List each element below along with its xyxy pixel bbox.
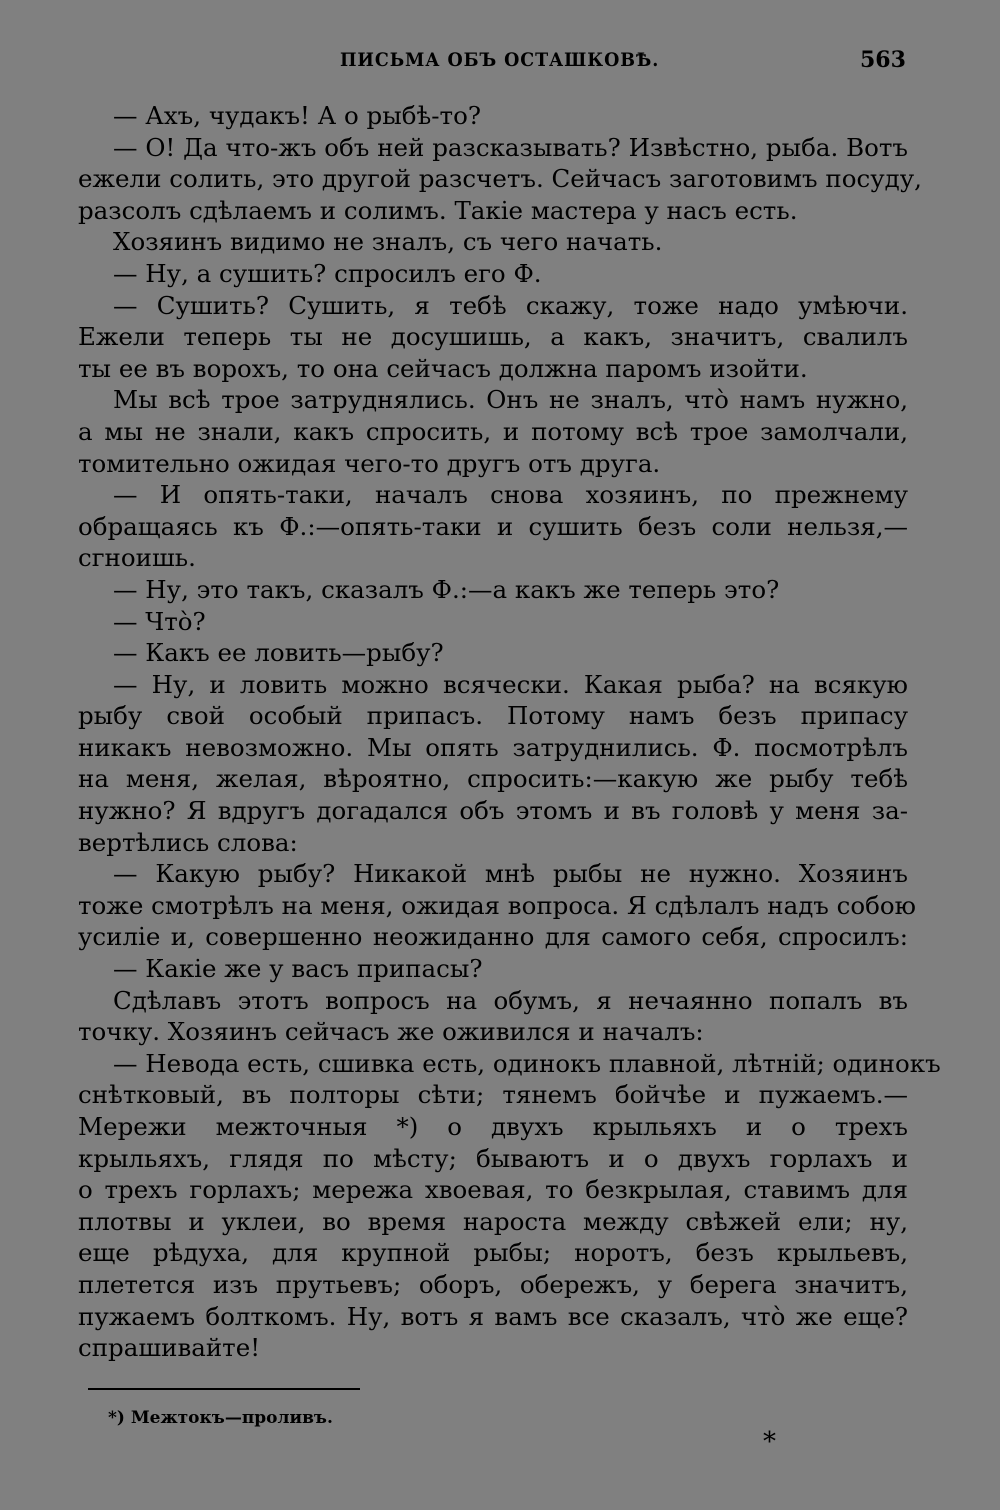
running-header [0, 47, 1000, 77]
text-line: — И опять-таки, началъ снова хозяинъ, по прежнему [113, 480, 908, 510]
page-number: 563 [860, 47, 906, 73]
text-line: усиліе и, совершенно неожиданно для самого себя, спросилъ: [78, 922, 908, 952]
text-line: никакъ невозможно. Мы опять затруднились. Ф. посмотрѣлъ [78, 732, 908, 762]
text-line: — Какую рыбу? Никакой мнѣ рыбы не нужно. Хозяинъ [113, 859, 908, 889]
text-line: — Сушить? Сушить, я тебѣ скажу, тоже надо умѣючи. [113, 290, 908, 320]
text-line: снѣтковый, въ полторы сѣти; тянемъ бойчѣе и пужаемъ.— [78, 1080, 908, 1110]
text-line: плотвы и уклеи, во время нароста между свѣжей ели; ну, [78, 1206, 908, 1236]
text-line: — Ну, это такъ, сказалъ Ф.:—а какъ же теперь это? [113, 574, 780, 604]
text-line: ежели солить, это другой разсчетъ. Сейчасъ заготовимъ посуду, [78, 164, 922, 194]
footnote: *) Межтокъ—проливъ. [108, 1408, 333, 1428]
text-line: — Какіе же у васъ припасы? [113, 954, 483, 984]
text-line: Сдѣлавъ этотъ вопросъ на обумъ, я нечаянно попалъ въ [113, 985, 908, 1015]
body-text [78, 100, 941, 1364]
text-line: — О! Да что-жъ объ ней разсказывать? Извѣстно, рыба. Вотъ [113, 132, 908, 162]
text-line: спрашивайте! [78, 1333, 261, 1363]
text-line: сгноишь. [78, 543, 196, 573]
text-line: Ежели теперь ты не досушишь, а какъ, значитъ, свалилъ [78, 322, 908, 352]
text-line: Хозяинъ видимо не зналъ, съ чего начать. [113, 227, 663, 257]
text-line: — Ахъ, чудакъ! А о рыбѣ-то? [113, 101, 481, 130]
text-line: ты ее въ ворохъ, то она сейчасъ должна паромъ изойти. [78, 353, 808, 383]
text-line: томительно ожидая чего-то другъ отъ друга. [78, 448, 661, 478]
text-line: плетется изъ прутьевъ; оборъ, обережъ, у берега значитъ, [78, 1269, 908, 1299]
text-line: Мережи межточныя *) о двухъ крыльяхъ и о трехъ [78, 1112, 908, 1141]
text-line: пужаемъ болткомъ. Ну, вотъ я вамъ все сказалъ, что̀ же еще? [78, 1301, 908, 1331]
signature-mark: * [763, 1427, 776, 1457]
text-line: разсолъ сдѣлаемъ и солимъ. Такіе мастера у насъ есть. [78, 195, 798, 225]
running-title: ПИСЬМА ОБЪ ОСТАШКОВѢ. [340, 49, 660, 71]
text-line: — Ну, и ловить можно всячески. Какая рыба? на всякую [113, 669, 908, 699]
text-line: а мы не знали, какъ спросить, и потому всѣ трое замолчали, [78, 416, 908, 446]
text-line: на меня, желая, вѣроятно, спросить:—какую же рыбу тебѣ [78, 764, 908, 794]
text-line: точку. Хозяинъ сейчасъ же оживился и началъ: [78, 1017, 704, 1047]
text-line: еще рѣдуха, для крупной рыбы; норотъ, безъ крыльевъ, [78, 1238, 908, 1268]
text-line: — Какъ ее ловить—рыбу? [113, 638, 444, 668]
text-line: нужно? Я вдругъ догадался объ этомъ и въ головѣ у меня за- [78, 796, 908, 826]
text-line: — Ну, а сушить? спросилъ его Ф. [113, 258, 542, 288]
text-line: — Что̀? [113, 606, 206, 636]
text-line: Мы всѣ трое затруднялись. Онъ не зналъ, что̀ намъ нужно, [113, 385, 908, 415]
footnote-divider [88, 1388, 360, 1390]
text-line: — Невода есть, сшивка есть, одинокъ плавной, лѣтній; одинокъ [113, 1048, 941, 1078]
text-line: вертѣлись слова: [78, 827, 298, 857]
text-line: крыльяхъ, глядя по мѣсту; бываютъ и о двухъ горлахъ и [78, 1143, 908, 1173]
text-line: рыбу свой особый припасъ. Потому намъ безъ припасу [78, 701, 908, 731]
text-line: о трехъ горлахъ; мережа хвоевая, то безкрылая, ставимъ для [78, 1175, 908, 1205]
text-line: обращаясь къ Ф.:—опять-таки и сушить безъ соли нельзя,— [78, 511, 908, 541]
text-line: тоже смотрѣлъ на меня, ожидая вопроса. Я сдѣлалъ надъ собою [78, 890, 916, 920]
